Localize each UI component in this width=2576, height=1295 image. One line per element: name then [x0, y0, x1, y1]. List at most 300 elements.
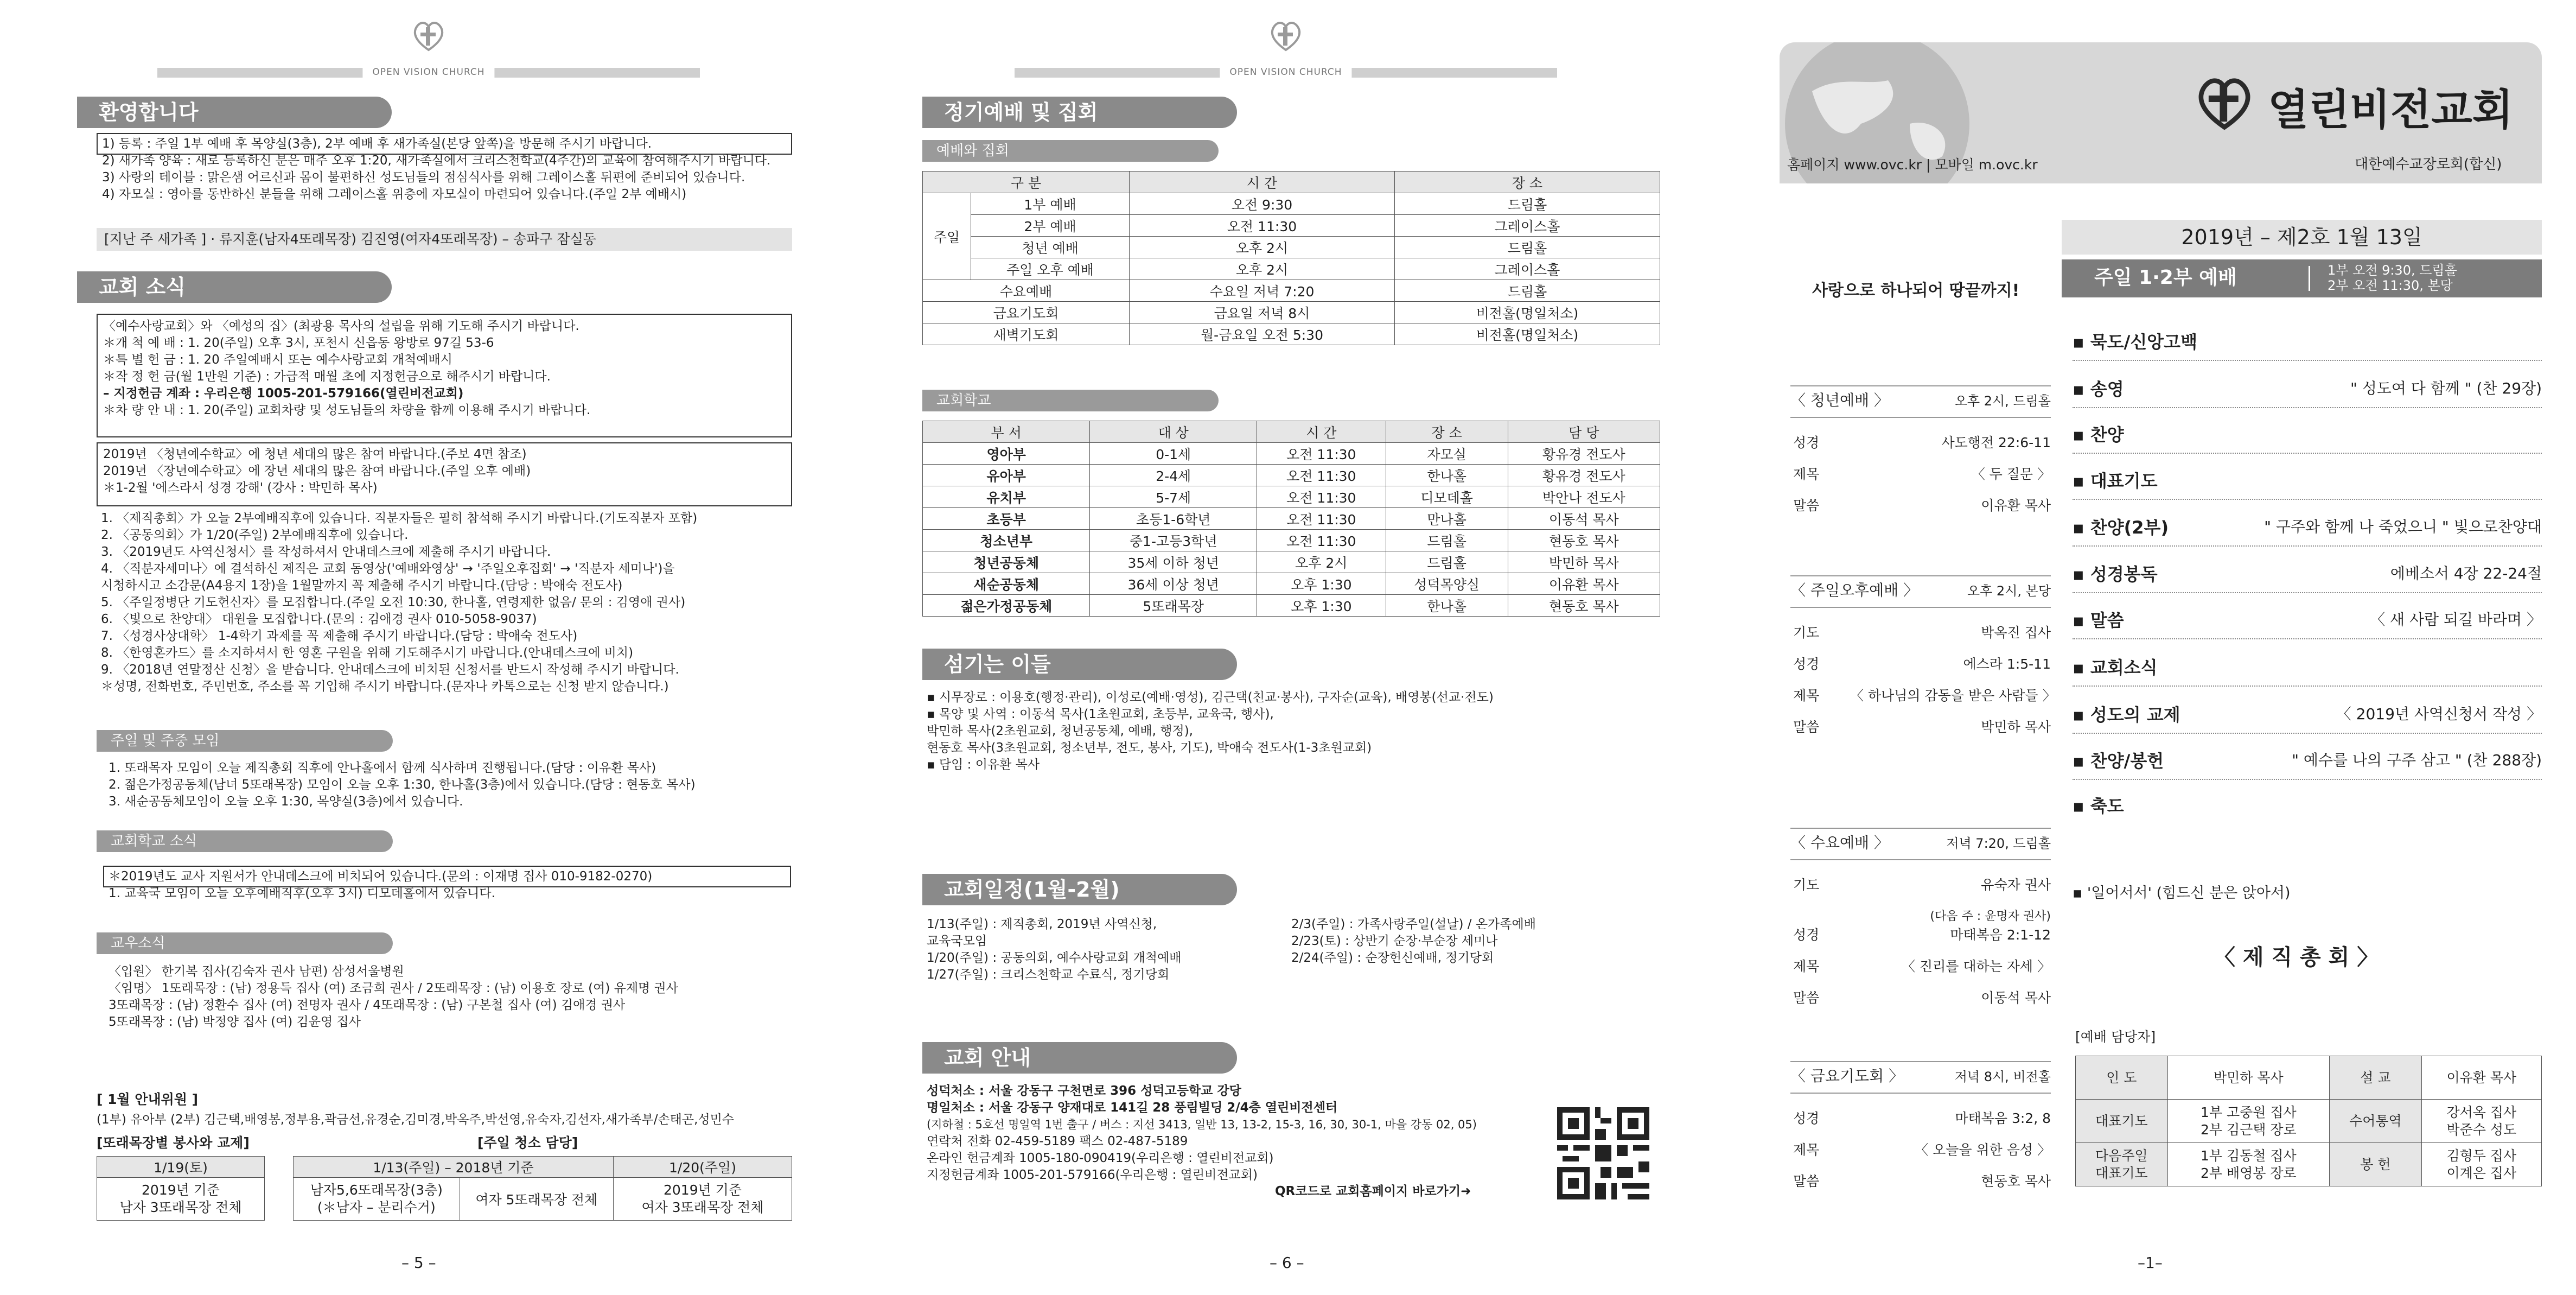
header-text: OPEN VISION CHURCH	[362, 67, 494, 78]
table-cell: 오전 9:30	[1130, 193, 1395, 215]
table-header: 부 서	[923, 421, 1090, 443]
meeting-item: 1. 또래목자 모임이 오늘 제직총회 직후에 안나홀에서 함께 식사하며 진행됩니다.(담당 : 이유환 목사)	[109, 761, 656, 775]
table-cell: 1부 김동철 집사 2부 배영봉 장로	[2167, 1143, 2329, 1186]
order-divider	[2073, 685, 2542, 687]
page-number: –1–	[2138, 1254, 2163, 1272]
table-cell: 봉 헌	[2330, 1143, 2422, 1186]
table-cell: 박안나 전도사	[1508, 486, 1660, 508]
table-cell: 이유환 목사	[1508, 573, 1660, 595]
info-title: 교회 안내	[922, 1042, 1237, 1074]
qr-code-icon[interactable]	[1557, 1107, 1649, 1199]
table-cell: 박민하 목사	[1508, 551, 1660, 573]
table-row	[2076, 1056, 2542, 1100]
news-list	[101, 510, 697, 695]
worship-title: 정기예배 및 집회	[922, 97, 1237, 128]
clean-table	[293, 1156, 792, 1221]
duty-title: [예배 담당자]	[2075, 1029, 2156, 1045]
table-cell: 디모데홀	[1386, 486, 1508, 508]
block-title: 〈 청년예배 〉	[1790, 391, 1889, 409]
table-row	[923, 323, 1660, 345]
news-item: ＊성명, 전화번호, 주민번호, 주소를 꼭 기입해 주시기 바랍니다.(문자나 카톡으로는 신청 받지 않습니다.)	[101, 680, 669, 694]
worship-time: 1부 오전 9:30, 드림홀	[2328, 263, 2457, 278]
table-cell: 오후 1:30	[1257, 595, 1386, 617]
table-cell: 수요예배	[923, 280, 1130, 302]
table-cell: 주일 오후 예배	[971, 258, 1130, 280]
qr-link-text[interactable]: QR코드로 교회홈페이지 바로가기➜	[1275, 1184, 1471, 1198]
news-item: 9. 〈2018년 연말정산 신청〉을 받습니다. 안내데스크에 비치된 신청서를 반드시 작성해 주시기 바랍니다.	[101, 663, 679, 677]
news-line: ＊개 척 예 배 : 1. 20(주일) 오후 3시, 포천시 신읍동 왕방로 97길 53-6	[103, 336, 494, 350]
duty-table	[2075, 1056, 2542, 1186]
table-cell: 35세 이하 청년	[1090, 551, 1257, 573]
table-cell: 오전 11:30	[1257, 486, 1386, 508]
info-line: 연락처 전화 02-459-5189 팩스 02-487-5189	[927, 1134, 1188, 1148]
block-row-value: 마태복음 2:1-12	[1950, 927, 2051, 943]
worship-bar	[2062, 259, 2542, 297]
news-line: 2019년 〈청년예수학교〉에 청년 세대의 많은 참여 바랍니다.(주보 4면 참조)	[103, 447, 527, 461]
order-item	[2073, 792, 2542, 817]
table-cell: 5-7세	[1090, 486, 1257, 508]
table-cell: 이유환 목사	[2421, 1056, 2541, 1100]
table-cell: 오후 2시	[1257, 551, 1386, 573]
table-cell: 청년공동체	[923, 551, 1090, 573]
order-divider	[2073, 453, 2542, 454]
schedule-item: 1/27(주일) : 크리스천학교 수료식, 정기당회	[927, 968, 1170, 982]
table-cell: 중1-고등3학년	[1090, 530, 1257, 551]
news-line: ＊차 량 안 내 : 1. 20(주일) 교회차량 및 성도님들의 차량을 함께 이용해 주시기 바랍니다.	[103, 403, 591, 417]
table-cell: 유치부	[923, 486, 1090, 508]
table-cell: 오후 1:30	[1257, 573, 1386, 595]
news-box-2-list	[103, 446, 531, 497]
schedule-item: 1/20(주일) : 공동의회, 예수사랑교회 개척예배	[927, 951, 1182, 965]
table-cell: 초등1-6학년	[1090, 508, 1257, 530]
block-title: 〈 수요예배 〉	[1790, 834, 1889, 852]
service-table	[97, 1156, 265, 1221]
rise-note: ▪ '일어서서' (힘드신 분은 앉아서)	[2073, 885, 2291, 902]
order-divider	[2073, 360, 2542, 361]
table-cell: 그레이스홀	[1395, 258, 1660, 280]
schedule-item: 2/3(주일) : 가족사랑주일(설날) / 온가족예배	[1291, 917, 1536, 931]
schedule-left	[927, 916, 1181, 983]
guide-line: (1부) 유아부 (2부) 김근택,배영봉,정부용,곽금선,유경순,김미경,박옥주,박선영,유숙자,김선자,새가족부/손태곤,성민수	[97, 1113, 735, 1127]
block-row-value: 박민하 목사	[1981, 719, 2051, 735]
church-name: 열린비전교회	[2268, 86, 2514, 135]
school-subtitle: 교회학교	[922, 390, 1219, 411]
order-detail: " 구주와 함께 나 죽었으니 " 빛으로찬양대	[2264, 518, 2542, 536]
schedule-item: 교육국모임	[927, 934, 987, 948]
denomination: 대한예수교장로회(합신)	[2355, 156, 2502, 173]
block-row-value: 현동호 목사	[1981, 1173, 2051, 1189]
table-cell: 5또래목장	[1090, 595, 1257, 617]
info-line: 명일처소 : 서울 강동구 양재대로 141길 28 풍림빌딩 2/4층 열린비전센터	[927, 1101, 1338, 1115]
block-row-label: 성경	[1793, 656, 1820, 672]
block-row-label: 제목	[1793, 1142, 1820, 1158]
table-row	[923, 551, 1660, 573]
welcome-line: 2) 새가족 양육 : 새로 등록하신 분은 매주 오후 1:20, 새가족실에서 크리스천학교(4주간)의 교육에 참여해주시기 바랍니다.	[102, 154, 771, 168]
table-cell: 2019년 기준 남자 3또래목장 전체	[97, 1178, 265, 1221]
order-label: ▪ 성도의 교제	[2073, 704, 2180, 725]
order-label: ▪ 찬양(2부)	[2073, 517, 2169, 538]
table-row	[923, 486, 1660, 508]
table-row	[923, 193, 1660, 215]
church-logo-icon	[1267, 16, 1305, 54]
meeting-item: 2. 젊은가정공동체(남녀 5또래목장) 모임이 오늘 오후 1:30, 한나홀(3층)에서 있습니다.(담당 : 현동호 목사)	[109, 778, 696, 792]
table-cell: 오전 11:30	[1130, 215, 1395, 237]
table-header: 구 분	[923, 172, 1130, 193]
table-row	[923, 573, 1660, 595]
table-cell: 2-4세	[1090, 465, 1257, 486]
page-header	[0, 16, 857, 87]
table-cell: 수요일 저녁 7:20	[1130, 280, 1395, 302]
page-header	[857, 16, 1714, 87]
members-list	[109, 963, 678, 1031]
table-row	[923, 443, 1660, 465]
block-row-value: (다음 주 : 윤명자 권사)	[1930, 910, 2051, 923]
block-divider	[1790, 1061, 2051, 1062]
block-title: 〈 금요기도회 〉	[1790, 1067, 1904, 1085]
table-cell: 강서옥 집사 박준수 성도	[2421, 1100, 2541, 1143]
order-detail: 〈 2019년 사역신청서 작성 〉	[2336, 705, 2542, 723]
schedule-title: 교회일정(1월-2월)	[922, 874, 1237, 905]
table-cell: 황유경 전도사	[1508, 443, 1660, 465]
table-cell: 오후 2시	[1130, 258, 1395, 280]
schedule-item: 1/13(주일) : 제직총회, 2019년 사역신청,	[927, 917, 1157, 931]
info-line: 성덕처소 : 서울 강동구 구천면로 396 성덕고등학교 강당	[927, 1084, 1241, 1098]
block-row-label: 말씀	[1793, 990, 1820, 1006]
block-divider	[1790, 385, 2051, 386]
block-row-label: 기도	[1793, 877, 1820, 893]
order-detail: " 성도여 다 함께 " (찬 29장)	[2350, 379, 2542, 397]
table-cell: 황유경 전도사	[1508, 465, 1660, 486]
table-cell: 드림홀	[1395, 280, 1660, 302]
table-cell: 오전 11:30	[1257, 530, 1386, 551]
block-row-value: 〈 두 질문 〉	[1971, 466, 2051, 482]
order-item	[2073, 376, 2542, 401]
news-line: ＊1-2월 '에스라서 성경 강해' (강사 : 박민하 목사)	[103, 481, 378, 495]
table-cell: 성덕목양실	[1386, 573, 1508, 595]
table-header: 1/13(주일) – 2018년 기준	[294, 1157, 614, 1178]
order-label: ▪ 찬양/봉헌	[2073, 751, 2164, 771]
staff-line: ▪ 목양 및 사역 : 이동석 목사(1초원교회, 초등부, 교육국, 행사),	[927, 707, 1274, 721]
table-header: 장 소	[1386, 421, 1508, 443]
table-header: 1/20(주일)	[614, 1157, 792, 1178]
table-cell: 주일	[923, 193, 971, 280]
news-item: 8. 〈한영혼카드〉를 소지하셔서 한 영혼 구원을 위해 기도해주시기 바랍니다.(안내데스크에 비치)	[101, 646, 634, 660]
service-title: [또래목장별 봉사와 교제]	[97, 1135, 250, 1151]
school-news-item: ＊2019년도 교사 지원서가 안내데스크에 비치되어 있습니다.(문의 : 이재명 집사 010-9182-0270)	[109, 869, 653, 884]
staff-line: 박민하 목사(2초원교회, 청년공동체, 예배, 행정),	[927, 724, 1193, 738]
table-cell: 비전홀(명일처소)	[1395, 302, 1660, 323]
table-row	[923, 258, 1660, 280]
welcome-list	[102, 136, 770, 203]
order-label: ▪ 교회소식	[2073, 657, 2158, 678]
table-cell: 인 도	[2076, 1056, 2168, 1100]
table-cell: 드림홀	[1395, 193, 1660, 215]
block-divider	[1790, 859, 2051, 860]
staff-list	[927, 689, 1494, 773]
church-logo-icon	[410, 16, 448, 54]
order-item	[2073, 654, 2542, 679]
block-row-label: 제목	[1793, 958, 1820, 974]
order-label: ▪ 대표기도	[2073, 471, 2158, 491]
schedule-item: 2/24(주일) : 순장헌신예배, 정기당회	[1291, 951, 1494, 965]
block-row-label: 제목	[1793, 466, 1820, 482]
block-row-value: 에스라 1:5-11	[1963, 656, 2051, 672]
news-line: 2019년 〈장년예수학교〉에 장년 세대의 많은 참여 바랍니다.(주일 오후 예배)	[103, 464, 531, 478]
order-item	[2073, 561, 2542, 586]
table-row	[2076, 1100, 2542, 1143]
news-item: 3. 〈2019년도 사역신청서〉를 작성하셔서 안내데스크에 제출해 주시기 바랍니다.	[101, 545, 551, 559]
news-item: 7. 〈성경사상대학〉 1-4학기 과제를 꼭 제출해 주시기 바랍니다.(담당 : 박애숙 전도사)	[101, 629, 578, 643]
table-cell: 자모실	[1386, 443, 1508, 465]
table-cell: 0-1세	[1090, 443, 1257, 465]
clean-title: [주일 청소 담당]	[477, 1135, 578, 1151]
new-family-text: [지난 주 새가족 ] · 류지훈(남자4또래목장) 김진영(여자4또래목장) – 송파구 잠실동	[104, 231, 596, 247]
divider	[2309, 266, 2310, 291]
table-cell: 금요기도회	[923, 302, 1130, 323]
congress-title: 〈 제 직 총 회 〉	[2214, 945, 2379, 970]
block-row-label: 성경	[1793, 1110, 1820, 1126]
table-header: 장 소	[1395, 172, 1660, 193]
worship-table	[922, 171, 1660, 345]
block-row-label: 말씀	[1793, 1173, 1820, 1189]
date-line: 2019년 – 제2호 1월 13일	[2181, 225, 2422, 249]
info-line: 온라인 헌금계좌 1005-180-090419(우리은행 : 열린비전교회)	[927, 1151, 1274, 1165]
block-divider	[1790, 607, 2051, 608]
worship-times	[2328, 263, 2457, 293]
page-5	[0, 0, 857, 1295]
table-cell: 설 교	[2330, 1056, 2422, 1100]
info-list	[927, 1083, 1477, 1184]
block-row-value: 이유환 목사	[1981, 498, 2051, 513]
order-divider	[2073, 499, 2542, 500]
sub-title-school: 교회학교 소식	[97, 830, 393, 852]
news-line: – 지정헌금 계좌 : 우리은행 1005-201-579166(열린비전교회)	[103, 386, 464, 401]
member-news-item: 3또래목장 : (남) 정환수 집사 (여) 전명자 권사 / 4또래목장 : (남) 구본철 집사 (여) 김애경 권사	[109, 998, 626, 1012]
table-row	[923, 302, 1660, 323]
table-cell: 오전 11:30	[1257, 465, 1386, 486]
order-item	[2073, 607, 2542, 632]
worship-label: 주일 1·2부 예배	[2094, 266, 2237, 289]
page-number: – 5 –	[401, 1254, 436, 1272]
welcome-title: 환영합니다	[77, 97, 392, 128]
news-item: 시청하시고 소감문(A4용지 1장)을 1월말까지 꼭 제출해 주시기 바랍니다.(담당 : 박애숙 전도사)	[101, 579, 623, 593]
block-row-label: 말씀	[1793, 498, 1820, 513]
block-row-value: 유숙자 권사	[1981, 877, 2051, 893]
table-cell: 월-금요일 오전 5:30	[1130, 323, 1395, 345]
member-news-item: 〈임명〉 1또래목장 : (남) 정용득 집사 (여) 조금희 권사 / 2또래목장 : (남) 이용호 장로 (여) 유제명 권사	[109, 981, 678, 995]
table-cell: 여자 5또래목장 전체	[460, 1178, 613, 1221]
news-item: 6. 〈빛으로 찬양대〉 대원을 모집합니다.(문의 : 김애경 권사 010-5058-9037)	[101, 612, 537, 626]
page-6	[857, 0, 1714, 1295]
table-cell: 수어통역	[2330, 1100, 2422, 1143]
block-row-value: 〈 오늘을 위한 음성 〉	[1915, 1142, 2051, 1158]
block-row-label: 제목	[1793, 688, 1820, 703]
block-title: 〈 주일오후예배 〉	[1790, 581, 1919, 599]
order-detail: 에베소서 4장 22-24절	[2390, 564, 2542, 582]
table-header: 대 상	[1090, 421, 1257, 443]
block-row-value: 〈 진리를 대하는 자세 〉	[1902, 958, 2051, 974]
table-row	[923, 280, 1660, 302]
table-header: 1/19(토)	[97, 1157, 265, 1178]
table-cell: 오후 2시	[1130, 237, 1395, 258]
table-cell: 영아부	[923, 443, 1090, 465]
schedule-item: 2/23(토) : 상반기 순장·부순장 세미나	[1291, 934, 1498, 948]
news-title: 교회 소식	[77, 271, 392, 303]
guide-title: [ 1월 안내위원 ]	[97, 1091, 199, 1107]
order-label: ▪ 묵도/신앙고백	[2073, 332, 2197, 352]
order-label: ▪ 축도	[2073, 796, 2124, 816]
table-cell: 2019년 기준 여자 3또래목장 전체	[614, 1178, 792, 1221]
worship-time: 2부 오전 11:30, 본당	[2328, 278, 2453, 293]
table-cell: 2부 예배	[971, 215, 1130, 237]
header-bar	[157, 68, 700, 78]
order-divider	[2073, 733, 2542, 734]
table-cell: 오전 11:30	[1257, 508, 1386, 530]
block-time: 저녁 8시, 비전홀	[1954, 1069, 2051, 1084]
table-cell: 박민하 목사	[2167, 1056, 2329, 1100]
block-row-label: 성경	[1793, 927, 1820, 943]
worship-subtitle: 예배와 집회	[922, 140, 1219, 162]
table-row	[923, 215, 1660, 237]
table-header: 담 당	[1508, 421, 1660, 443]
table-cell: 한나홀	[1386, 465, 1508, 486]
welcome-line: 4) 자모실 : 영아를 동반하신 분들을 위해 그레이스홀 위층에 자모실이 마련되어 있습니다.(주일 2부 예배시)	[102, 187, 687, 201]
order-label: ▪ 송영	[2073, 379, 2124, 399]
member-news-item: 〈입원〉 한기복 집사(김숙자 권사 남편) 삼성서울병원	[109, 964, 404, 979]
order-label: ▪ 성경봉독	[2073, 564, 2158, 585]
page-number: – 6 –	[1270, 1254, 1304, 1272]
table-cell: 드림홀	[1386, 530, 1508, 551]
school-news-list	[109, 868, 652, 902]
news-line: ＊작 정 헌 금(월 1만원 기준) : 가급적 매월 초에 지정헌금으로 해주시기 바랍니다.	[103, 370, 551, 384]
staff-title: 섬기는 이들	[922, 649, 1237, 680]
table-cell: 드림홀	[1395, 237, 1660, 258]
block-row-value: 마태복음 3:2, 8	[1955, 1110, 2051, 1126]
table-cell: 새벽기도회	[923, 323, 1130, 345]
order-divider	[2073, 407, 2542, 408]
order-label: ▪ 말씀	[2073, 610, 2124, 631]
table-cell: 초등부	[923, 508, 1090, 530]
table-header: 시 간	[1130, 172, 1395, 193]
schedule-right	[1291, 916, 1536, 967]
table-cell: 그레이스홀	[1395, 215, 1660, 237]
meeting-item: 3. 새순공동체모임이 오늘 오후 1:30, 목양실(3층)에서 있습니다.	[109, 795, 463, 809]
order-divider	[2073, 545, 2542, 547]
table-row	[923, 530, 1660, 551]
news-item: 5. 〈주일정병단 기도헌신자〉를 모집합니다.(주일 오전 10:30, 한나홀, 연령제한 없음/ 문의 : 김영애 권사)	[101, 595, 686, 610]
sub-title-meetings: 주일 및 주중 모임	[97, 730, 393, 752]
table-cell: 젊은가정공동체	[923, 595, 1090, 617]
table-row	[923, 237, 1660, 258]
table-cell: 금요일 저녁 8시	[1130, 302, 1395, 323]
block-divider	[1790, 828, 2051, 829]
table-row	[923, 465, 1660, 486]
block-divider	[1790, 417, 2051, 418]
table-cell: 36세 이상 청년	[1090, 573, 1257, 595]
table-cell: 1부 고중원 집사 2부 김근택 장로	[2167, 1100, 2329, 1143]
order-divider	[2073, 592, 2542, 593]
table-cell: 현동호 목사	[1508, 530, 1660, 551]
table-cell: 한나홀	[1386, 595, 1508, 617]
meetings-list	[109, 760, 696, 810]
table-cell: 청소년부	[923, 530, 1090, 551]
block-divider	[1790, 575, 2051, 576]
table-cell: 새순공동체	[923, 573, 1090, 595]
block-time: 오후 2시, 드림홀	[1954, 393, 2051, 409]
news-item: 2. 〈공동의회〉가 1/20(주일) 2부예배직후에 있습니다.	[101, 528, 409, 542]
table-cell: 현동호 목사	[1508, 595, 1660, 617]
block-row-value: 사도행전 22:6-11	[1941, 435, 2051, 450]
table-cell: 비전홀(명일처소)	[1395, 323, 1660, 345]
table-cell: 김형두 집사 이계은 집사	[2421, 1143, 2541, 1186]
block-divider	[1790, 1093, 2051, 1094]
table-cell: 남자5,6또래목장(3층) (＊남자 – 분리수거)	[294, 1178, 460, 1221]
table-cell: 다음주일 대표기도	[2076, 1143, 2168, 1186]
homepage-text[interactable]: 홈페이지 www.ovc.kr | 모바일 m.ovc.kr	[1787, 157, 2038, 173]
motto: 사랑으로 하나되어 땅끝까지!	[1812, 281, 2020, 300]
order-detail: 〈 새 사람 되길 바라며 〉	[2370, 611, 2542, 629]
member-news-item: 5또래목장 : (남) 박정양 집사 (여) 김윤영 집사	[109, 1015, 361, 1029]
block-row-label: 성경	[1793, 435, 1820, 450]
header-text: OPEN VISION CHURCH	[1220, 67, 1351, 78]
news-line: 〈예수사랑교회〉와 〈예성의 집〉(최광용 목사의 설립을 위해 기도해 주시기 바랍니다.	[103, 319, 579, 333]
table-header: 시 간	[1257, 421, 1386, 443]
table-cell: 만나홀	[1386, 508, 1508, 530]
info-line: (지하철 : 5호선 명일역 1번 출구 / 버스 : 지선 3413, 일반 13, 13-2, 15-3, 16, 30, 30-1, 마을 강동 02, 05)	[927, 1118, 1477, 1131]
staff-line: ▪ 시무장로 : 이용호(행정·관리), 이성로(예배·영성), 김근택(친교·봉사), 구자순(교육), 배영봉(선교·전도)	[927, 690, 1494, 704]
new-family-bar	[97, 228, 792, 251]
table-cell: 이동석 목사	[1508, 508, 1660, 530]
order-label: ▪ 찬양	[2073, 424, 2124, 445]
news-box-1-list	[103, 318, 590, 419]
sub-title-members: 교우소식	[97, 932, 393, 954]
order-item	[2073, 328, 2542, 353]
order-item	[2073, 467, 2542, 492]
block-row-value: 박옥진 집사	[1981, 625, 2051, 640]
page-1-cover	[1714, 0, 2576, 1295]
table-row	[923, 508, 1660, 530]
info-line: 지정헌금계좌 1005-201-579166(우리은행 : 열린비전교회)	[927, 1168, 1258, 1182]
order-item	[2073, 421, 2542, 446]
welcome-line: 1) 등록 : 주일 1부 예배 후 목양실(3층), 2부 예배 후 새가족실(본당 앞쪽)을 방문해 주시기 바랍니다.	[102, 137, 652, 151]
table-row	[2076, 1143, 2542, 1186]
table-cell: 오전 11:30	[1257, 443, 1386, 465]
school-news-item: 1. 교육국 모임이 오늘 오후예배직후(오후 3시) 디모데홀에서 있습니다.	[109, 886, 495, 900]
staff-line: ▪ 담임 : 이유환 목사	[927, 758, 1040, 772]
block-time: 저녁 7:20, 드림홀	[1946, 836, 2051, 851]
news-item: 4. 〈직분자세미나〉에 결석하신 제직은 교회 동영상('예배와영상' → '주일오후집회' → '직분자 세미나')을	[101, 562, 675, 576]
staff-line: 현동호 목사(3초원교회, 청소년부, 전도, 봉사, 기도), 박애숙 전도사(1-3초원교회)	[927, 741, 1372, 755]
order-divider	[2073, 638, 2542, 639]
church-logo-icon	[2192, 69, 2257, 135]
order-item	[2073, 747, 2542, 772]
welcome-line: 3) 사랑의 테이블 : 맑은샘 어르신과 몸이 불편하신 성도님들의 점심식사를 위해 그레이스홀 뒤편에 준비되어 있습니다.	[102, 170, 745, 185]
table-cell: 유아부	[923, 465, 1090, 486]
block-row-value: 이동석 목사	[1981, 990, 2051, 1006]
table-cell: 청년 예배	[971, 237, 1130, 258]
order-divider	[2073, 779, 2542, 780]
header-bar	[1015, 68, 1557, 78]
block-time: 오후 2시, 본당	[1967, 583, 2051, 599]
date-bar	[2062, 220, 2542, 255]
table-cell: 드림홀	[1386, 551, 1508, 573]
order-item	[2073, 514, 2542, 539]
cover-banner	[1780, 42, 2542, 183]
order-detail: " 예수를 나의 구주 삼고 " (찬 288장)	[2292, 751, 2542, 769]
school-table	[922, 421, 1660, 617]
table-cell: 1부 예배	[971, 193, 1130, 215]
table-row	[923, 595, 1660, 617]
